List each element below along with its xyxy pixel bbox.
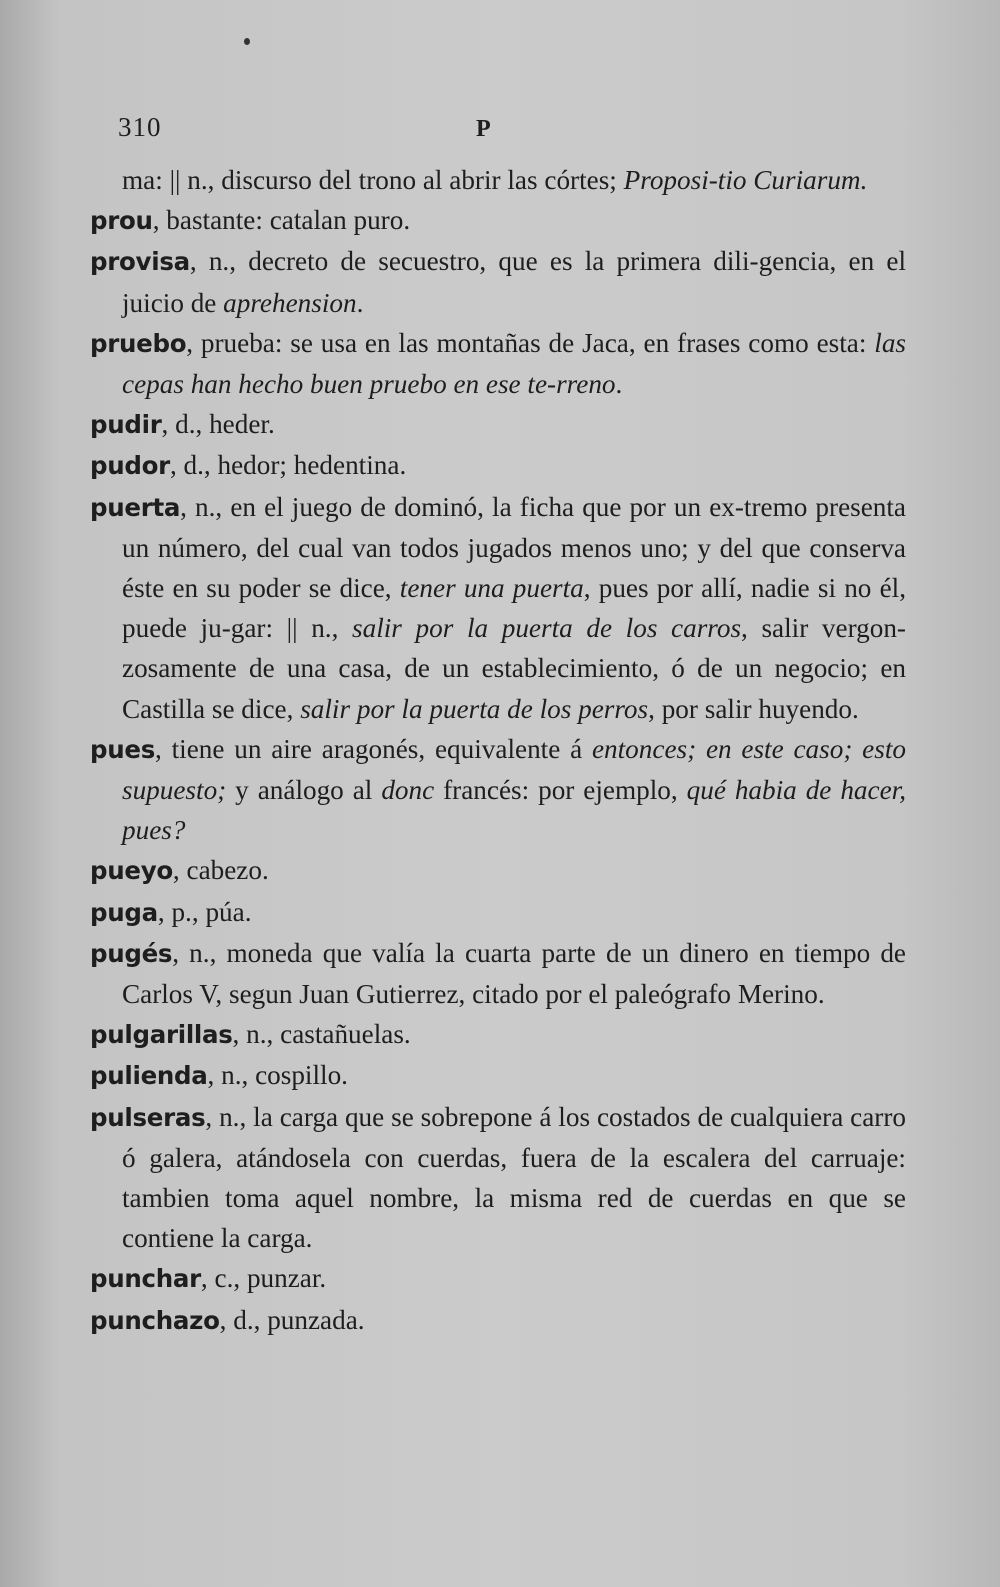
entry-italic-text: tener una puerta bbox=[399, 573, 584, 604]
entry-text: . bbox=[356, 287, 364, 318]
entry-text: , por salir huyendo. bbox=[648, 693, 859, 724]
entry-headword: pueyo bbox=[90, 856, 173, 886]
entry-headword: pulienda bbox=[90, 1061, 208, 1091]
entry-text: , p., púa. bbox=[157, 896, 252, 927]
entry-text: , salir vergon-zosamente de una casa, de un establecimiento, ó de un negocio; en Castilla se dice, bbox=[122, 613, 906, 724]
entry-text: . bbox=[615, 369, 623, 400]
dictionary-entry bbox=[90, 445, 906, 486]
dictionary-entry bbox=[90, 1300, 906, 1341]
dictionary-entry bbox=[90, 1097, 906, 1259]
entry-headword: pruebo bbox=[90, 328, 187, 358]
entry-text: , n., moneda que valía la cuarta parte de un dinero en tiempo de Carlos V, segun Juan Gutierrez, citado por el paleógrafo Merino. bbox=[122, 937, 906, 1010]
page-number: 310 bbox=[118, 112, 162, 142]
dictionary-entry bbox=[90, 1014, 906, 1055]
entry-text: , n., cospillo. bbox=[207, 1060, 348, 1091]
entry-continuation bbox=[90, 160, 906, 200]
entry-italic-text: salir por la puerta de los carros bbox=[352, 613, 742, 644]
dictionary-entry bbox=[90, 1055, 906, 1096]
entry-italic-text: donc bbox=[381, 775, 435, 806]
entry-headword: prou bbox=[90, 206, 153, 236]
entry-text: , c., punzar. bbox=[200, 1263, 327, 1294]
entry-text: , n., decreto de secuestro, que es la primera dili-gencia, en el juicio de bbox=[122, 246, 906, 318]
entry-text: , n., la carga que se sobrepone á los costados de cualquiera carro ó galera, atándosela con cuerdas, fuera de la escalera del carruaje: tambien toma aquel nombre, la misma red de cuerdas en que se contiene la carga. bbox=[122, 1101, 906, 1254]
dictionary-entry bbox=[90, 404, 906, 445]
entry-text: , d., hedor; hedentina. bbox=[169, 450, 407, 481]
entry-headword: provisa bbox=[90, 247, 190, 277]
entry-text: , cabezo. bbox=[172, 855, 269, 886]
dictionary-entry bbox=[90, 1258, 906, 1299]
entry-headword: pugés bbox=[90, 938, 173, 968]
dictionary-entry bbox=[90, 200, 906, 241]
entry-text: ma: || n., discurso del trono al abrir las córtes; bbox=[122, 165, 624, 195]
entry-headword: pudir bbox=[90, 410, 162, 440]
entry-text: francés: por ejemplo, bbox=[434, 775, 687, 806]
entry-headword: pulseras bbox=[90, 1102, 206, 1132]
entry-text: , pues por allí, nadie si no él, puede ju-gar: || n., bbox=[122, 573, 906, 644]
dictionary-entries bbox=[90, 160, 906, 1341]
entry-text: , prueba: se usa en las montañas de Jaca, en frases como esta: bbox=[186, 327, 875, 358]
entry-headword: punchar bbox=[90, 1264, 201, 1294]
dictionary-entry bbox=[90, 933, 906, 1014]
entry-text: , d., punzada. bbox=[219, 1304, 365, 1335]
entry-headword: pues bbox=[90, 734, 155, 764]
entry-text: , n., castañuelas. bbox=[232, 1019, 411, 1050]
entry-headword: puga bbox=[90, 897, 158, 927]
entry-italic-text: Proposi-tio Curiarum. bbox=[623, 165, 868, 195]
entry-italic-text: salir por la puerta de los perros bbox=[300, 693, 649, 724]
dictionary-entry bbox=[90, 892, 906, 933]
entry-italic-text: entonces; en este caso; esto supuesto; bbox=[122, 733, 906, 806]
entry-text: , bastante: catalan puro. bbox=[152, 205, 411, 236]
entry-italic-text: aprehension bbox=[223, 287, 357, 318]
entry-text: , tiene un aire aragonés, equivalente á bbox=[154, 733, 592, 764]
print-speck bbox=[244, 38, 250, 45]
entry-text: , n., en el juego de dominó, la ficha que por un ex-tremo presenta un número, del cual van todos jugados menos uno; y del que conserva éste en su poder se dice, bbox=[122, 491, 906, 604]
dictionary-entry bbox=[90, 241, 906, 322]
entry-headword: pulgarillas bbox=[90, 1020, 233, 1050]
entry-text: , d., heder. bbox=[161, 409, 275, 440]
entry-headword: punchazo bbox=[90, 1305, 220, 1335]
entry-headword: puerta bbox=[90, 492, 181, 522]
entry-text: y análogo al bbox=[226, 775, 382, 806]
entry-italic-text: las cepas han hecho buen pruebo en ese te-rreno bbox=[122, 327, 906, 400]
entry-headword: pudor bbox=[90, 451, 170, 481]
dictionary-entry bbox=[90, 729, 906, 851]
page-header bbox=[118, 112, 518, 152]
running-head: P bbox=[476, 116, 491, 142]
dictionary-entry bbox=[90, 487, 906, 729]
dictionary-entry bbox=[90, 323, 906, 404]
entry-italic-text: qué habia de hacer, pues? bbox=[122, 775, 907, 846]
dictionary-entry bbox=[90, 850, 906, 891]
